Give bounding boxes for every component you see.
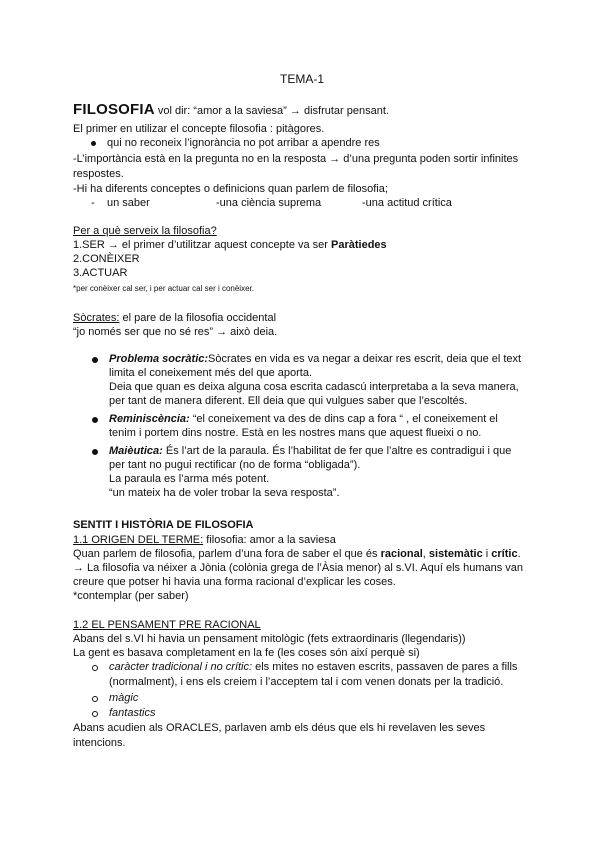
filosofia-line-3: -Hi ha diferents conceptes o definicions quan parlem de filosofia; bbox=[73, 183, 388, 195]
bullet-icon bbox=[92, 665, 98, 671]
serveix-line-2: 2.CONÈIXER bbox=[73, 253, 140, 265]
concept-3: -una actitud crítica bbox=[362, 197, 452, 209]
prerac-line-1: Abans del s.VI hi havia un pensament mitològic (fets extraordinaris (llegendaris)) bbox=[73, 633, 466, 645]
sentit-line-4: *contemplar (per saber) bbox=[73, 590, 189, 602]
bullet-icon bbox=[92, 417, 98, 423]
socrates-item-1-line-2: limita el coneixement més del que aporta. bbox=[109, 367, 312, 379]
maieutica-text: És l’art de la paraula. És l’habilitat de fer que l’altre es contradigui i que bbox=[162, 445, 512, 457]
serveix-line-1 bbox=[73, 238, 387, 252]
page-title: TEMA-1 bbox=[280, 72, 325, 86]
socrates-sub: el pare de la filosofia occidental bbox=[119, 312, 277, 324]
prerac-line-4: intencions. bbox=[73, 737, 126, 749]
filosofia-line-2: respostes. bbox=[73, 168, 124, 180]
socrates-item-3-line-1 bbox=[109, 444, 511, 458]
prerac-bullet-3: fantastics bbox=[109, 707, 156, 719]
sentit-sep: i bbox=[482, 548, 492, 560]
maieutica-term: Maièutica: bbox=[109, 445, 163, 457]
serveix-heading: Per a què serveix la filosofia? bbox=[73, 225, 217, 237]
bullet-icon bbox=[91, 141, 96, 146]
bullet-icon bbox=[92, 711, 98, 717]
socrates-item-3-line-3: La paraula es l’arma més potent. bbox=[109, 473, 270, 485]
prerac-bullet-2: màgic bbox=[109, 692, 139, 704]
prerac-line-3: Abans acudien als ORACLES, parlaven amb els déus que els hi revelaven les seves bbox=[73, 722, 486, 734]
concept-2: -una ciència suprema bbox=[216, 197, 322, 209]
serveix-line-3: 3.ACTUAR bbox=[73, 267, 128, 279]
socrates-item-1-line-3: Deia que quan es deixa alguna cosa escrita cadascú interpretaba a la seva manera, bbox=[109, 381, 519, 393]
critic-term: crític bbox=[491, 548, 518, 560]
filosofia-heading: FILOSOFIA bbox=[73, 101, 155, 118]
problema-term: Problema socràtic: bbox=[109, 353, 209, 365]
bullet-icon bbox=[92, 357, 98, 363]
socrates-heading: Sòcrates: bbox=[73, 312, 120, 324]
socrates-item-3-line-2: per tant no pugui rectificar (no de forma “obligada”). bbox=[109, 459, 361, 471]
filosofia-line-1: -L’importància està en la pregunta no en la resposta → d’una pregunta poden sortir infinites bbox=[73, 153, 519, 165]
sentit-sep: , bbox=[422, 548, 429, 560]
filosofia-definition-line bbox=[73, 103, 389, 118]
tradicional-term: caràcter tradicional i no crític: bbox=[109, 661, 253, 673]
filosofia-definition: vol dir: “amor a la saviesa” → disfrutar pensant. bbox=[154, 105, 389, 117]
socrates-quote: “jo només ser que no sé res” → això deia. bbox=[73, 326, 278, 338]
sentit-line-1 bbox=[73, 547, 521, 561]
origen-line bbox=[73, 533, 336, 547]
prerac-bullet-1-line-2: (normalment), i ens els creiem i l’acceptem tal i com venen donats per la tradició. bbox=[109, 676, 504, 688]
bullet-icon bbox=[92, 696, 98, 702]
filosofia-first-user: El primer en utilizar el concepte filosofia : pitàgores. bbox=[73, 123, 325, 135]
racional-term: racional bbox=[380, 548, 423, 560]
prerac-bullet-1-line-1 bbox=[109, 660, 517, 674]
reminiscencia-text: “el coneixement va des de dins cap a fora “ , el coneixement el bbox=[189, 413, 498, 425]
sentit-line-2: → La filosofia va néixer a Jònia (colònia grega de l’Àsia menor) al s.VI. Aquí els humans van bbox=[73, 562, 524, 574]
socrates-item-3-line-4: “un mateix ha de voler trobar la seva resposta”. bbox=[109, 487, 340, 499]
bullet-icon bbox=[92, 449, 98, 455]
socrates-item-2-line-1 bbox=[109, 412, 498, 426]
serveix-ser: 1.SER → el primer d’utilitzar aquest concepte va ser bbox=[73, 239, 332, 251]
prerac-heading: 1.2 EL PENSAMENT PRE RACIONAL bbox=[73, 619, 261, 631]
filosofia-bullet: qui no reconeix l’ignorància no pot arribar a apendre res bbox=[107, 137, 380, 149]
concept-1: un saber bbox=[107, 197, 150, 209]
origen-definition: filosofia: amor a la saviesa bbox=[203, 534, 336, 546]
problema-text: Sòcrates en vida es va negar a deixar res escrit, deia que el text bbox=[208, 353, 522, 365]
serveix-name: Paràtiedes bbox=[331, 239, 387, 251]
sentit-sep: . bbox=[517, 548, 521, 560]
tradicional-text: els mites no estaven escrits, passaven de pares a fills bbox=[252, 661, 518, 673]
reminiscencia-term: Reminiscència: bbox=[109, 413, 190, 425]
socrates-item-2-line-2: tenim i portem dins nostre. Està en les nostres mans que aquest flueixi o no. bbox=[109, 427, 482, 439]
sentit-line-3: creure que potser hi havia una forma racional d’explicar les coses. bbox=[73, 576, 396, 588]
origen-heading: 1.1 ORIGEN DEL TERME: bbox=[73, 534, 204, 546]
prerac-line-2: La gent es basava completament en la fe (les coses són així perquè si) bbox=[73, 647, 420, 659]
dash-icon: - bbox=[91, 197, 95, 209]
sentit-heading: SENTIT I HISTÒRIA DE FILOSOFIA bbox=[73, 519, 254, 531]
socrates-item-1-line-4: per tant de manera diferent. Ell deia que qui vulgues saber que l’escoltés. bbox=[109, 395, 468, 407]
sistematic-term: sistemàtic bbox=[428, 548, 483, 560]
socrates-item-1-line-1 bbox=[109, 352, 521, 366]
serveix-note: *per conèixer cal ser, i per actuar cal ser i conèixer. bbox=[73, 284, 254, 293]
sentit-text: Quan parlem de filosofia, parlem d’una fora de saber el que és bbox=[73, 548, 381, 560]
socrates-heading-line bbox=[73, 311, 276, 325]
